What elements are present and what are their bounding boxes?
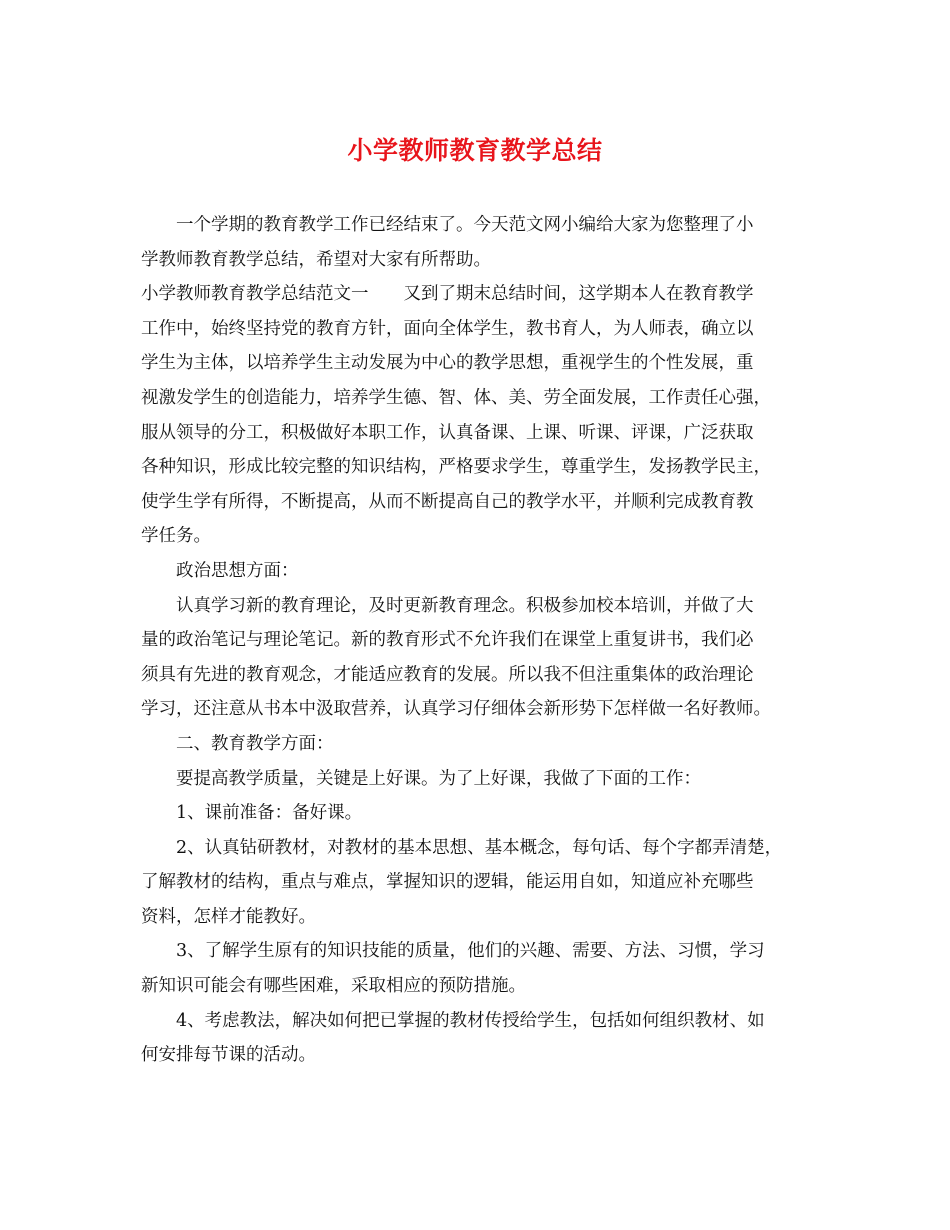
document-body xyxy=(141,208,809,1073)
text-line: 要提高教学质量，关键是上好课。为了上好课，我做了下面的工作： xyxy=(176,768,701,789)
text-line: 4、考虑教法，解决如何把已掌握的教材传授给学生，包括如何组织教材、如 xyxy=(176,1010,765,1031)
text-line: 了解教材的结构，重点与难点，掌握知识的逻辑，能运用自如，知道应补充哪些 xyxy=(141,872,754,893)
text-line: 资料，怎样才能教好。 xyxy=(141,906,316,927)
text-line: 2、认真钻研教材，对教材的基本思想、基本概念，每句话、每个字都弄清楚， xyxy=(176,837,783,858)
text-line: 工作中，始终坚持党的教育方针，面向全体学生，教书育人，为人师表，确立以 xyxy=(141,318,754,339)
text-line: 使学生学有所得，不断提高，从而不断提高自己的教学水平，并顺利完成教育教 xyxy=(141,491,754,512)
text-line: 小学教师教育教学总结范文一 又到了期末总结时间，这学期本人在教育教学 xyxy=(141,284,754,305)
text-line: 学任务。 xyxy=(141,526,211,547)
text-line: 视激发学生的创造能力，培养学生德、智、体、美、劳全面发展，工作责任心强， xyxy=(141,387,771,408)
text-line: 何安排每节课的活动。 xyxy=(141,1045,316,1066)
text-line: 学生为主体，以培养学生主动发展为中心的教学思想，重视学生的个性发展，重 xyxy=(141,353,754,374)
text-line: 二、教育教学方面： xyxy=(176,733,334,754)
text-line: 学习，还注意从书本中汲取营养，认真学习仔细体会新形势下怎样做一名好教师。 xyxy=(141,699,771,720)
text-line: 政治思想方面： xyxy=(176,560,299,581)
text-line: 学教师教育教学总结，希望对大家有所帮助。 xyxy=(141,249,491,270)
text-line: 须具有先进的教育观念，才能适应教育的发展。所以我不但注重集体的政治理论 xyxy=(141,664,754,685)
text-line: 量的政治笔记与理论笔记。新的教育形式不允许我们在课堂上重复讲书，我们必 xyxy=(141,630,754,651)
text-line: 认真学习新的教育理论，及时更新教育理念。积极参加校本培训，并做了大 xyxy=(176,595,754,616)
text-line: 各种知识，形成比较完整的知识结构，严格要求学生，尊重学生，发扬教学民主， xyxy=(141,457,771,478)
text-line: 3、了解学生原有的知识技能的质量，他们的兴趣、需要、方法、习惯，学习 xyxy=(176,941,765,962)
text-line: 一个学期的教育教学工作已经结束了。今天范文网小编给大家为您整理了小 xyxy=(176,215,754,235)
document-title: 小学教师教育教学总结 xyxy=(347,136,603,165)
text-line: 1、课前准备：备好课。 xyxy=(176,803,363,824)
text-line: 新知识可能会有哪些困难，采取相应的预防措施。 xyxy=(141,976,526,997)
text-line: 服从领导的分工，积极做好本职工作，认真备课、上课、听课、评课，广泛获取 xyxy=(141,422,754,443)
